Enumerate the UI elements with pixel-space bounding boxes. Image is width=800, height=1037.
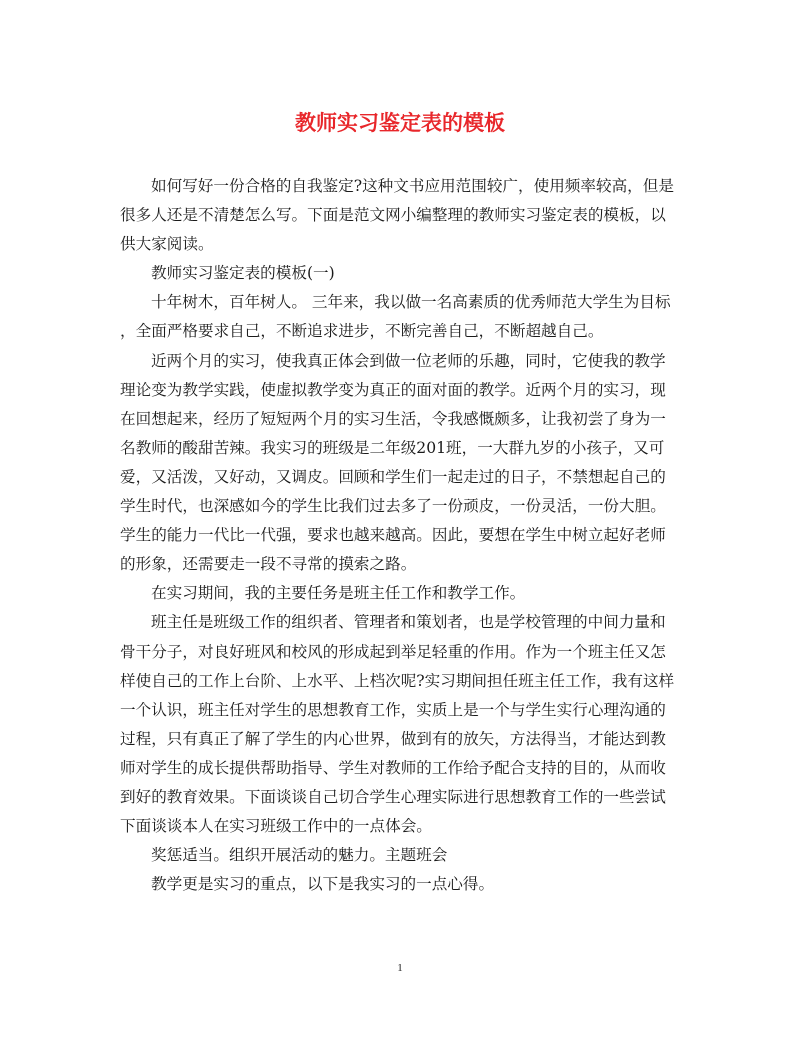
text-line: 供大家阅读。 — [120, 235, 214, 254]
text-line: 过程，只有真正了解了学生的内心世界，做到有的放矢，方法得当，才能达到教 — [120, 729, 666, 748]
text-line: 骨干分子，对良好班风和校风的形成起到举足轻重的作用。作为一个班主任又怎 — [120, 642, 666, 661]
text-line: ，全面严格要求自己，不断追求进步，不断完善自己，不断超越自己。 — [120, 322, 604, 341]
text-line: 十年树木，百年树人。 三年来，我以做一名高素质的优秀师范大学生为目标 — [151, 293, 671, 312]
text-line: 师对学生的成长提供帮助指导、学生对教师的工作给予配合支持的目的，从而收 — [120, 758, 666, 777]
text-line: 理论变为教学实践，使虚拟教学变为真正的面对面的教学。近两个月的实习，现 — [120, 380, 666, 399]
text-line: 到好的教育效果。下面谈谈自己切合学生心理实际进行思想教育工作的一些尝试 — [120, 787, 666, 806]
section-heading: 教师实习鉴定表的模板(一) — [151, 264, 335, 283]
paragraph — [120, 870, 685, 899]
text-line: 样使自己的工作上台阶、上水平、上档次呢?实习期间担任班主任工作，我有这样 — [120, 671, 675, 690]
text-line: 学生时代，也深感如今的学生比我们过去多了一份顽皮，一份灵活，一份大胆。 — [120, 497, 666, 516]
document-title: 教师实习鉴定表的模板 — [295, 110, 505, 135]
text-line: 在实习期间，我的主要任务是班主任工作和教学工作。 — [151, 584, 526, 603]
text-line: 在回想起来，经历了短短两个月的实习生活，令我感慨颇多，让我初尝了身为一 — [120, 409, 666, 428]
paragraph — [120, 608, 685, 841]
document-body — [120, 172, 685, 899]
page-number: 1 — [397, 962, 403, 974]
paragraph — [120, 347, 685, 580]
paragraph — [120, 288, 685, 346]
text-line: 学生的能力一代比一代强，要求也越来越高。因此，要想在学生中树立起好老师 — [120, 526, 666, 545]
text-line: 名教师的酸甜苦辣。我实习的班级是二年级201班，一大群九岁的小孩子，又可 — [120, 438, 665, 457]
text-line: 奖惩适当。组织开展活动的魅力。主题班会 — [151, 846, 448, 865]
text-line: 如何写好一份合格的自我鉴定?这种文书应用范围较广，使用频率较高，但是 — [151, 177, 674, 195]
text-line: 近两个月的实习，使我真正体会到做一位老师的乐趣，同时，它使我的教学 — [151, 351, 666, 370]
paragraph — [120, 841, 685, 870]
paragraph — [120, 579, 685, 608]
text-line: 下面谈谈本人在实习班级工作中的一点体会。 — [120, 817, 432, 836]
text-line: 爱，又活泼，又好动，又调皮。回顾和学生们一起走过的日子，不禁想起自己的 — [120, 467, 666, 486]
text-line: 的形象，还需要走一段不寻常的摸索之路。 — [120, 555, 417, 574]
paragraph — [120, 259, 685, 288]
text-line: 很多人还是不清楚怎么写。下面是范文网小编整理的教师实习鉴定表的模板，以 — [120, 206, 666, 225]
paragraph — [120, 172, 685, 259]
text-line: 教学更是实习的重点，以下是我实习的一点心得。 — [151, 875, 495, 894]
text-line: 班主任是班级工作的组织者、管理者和策划者，也是学校管理的中间力量和 — [151, 613, 666, 632]
text-line: 一个认识，班主任对学生的思想教育工作，实质上是一个与学生实行心理沟通的 — [120, 700, 666, 719]
